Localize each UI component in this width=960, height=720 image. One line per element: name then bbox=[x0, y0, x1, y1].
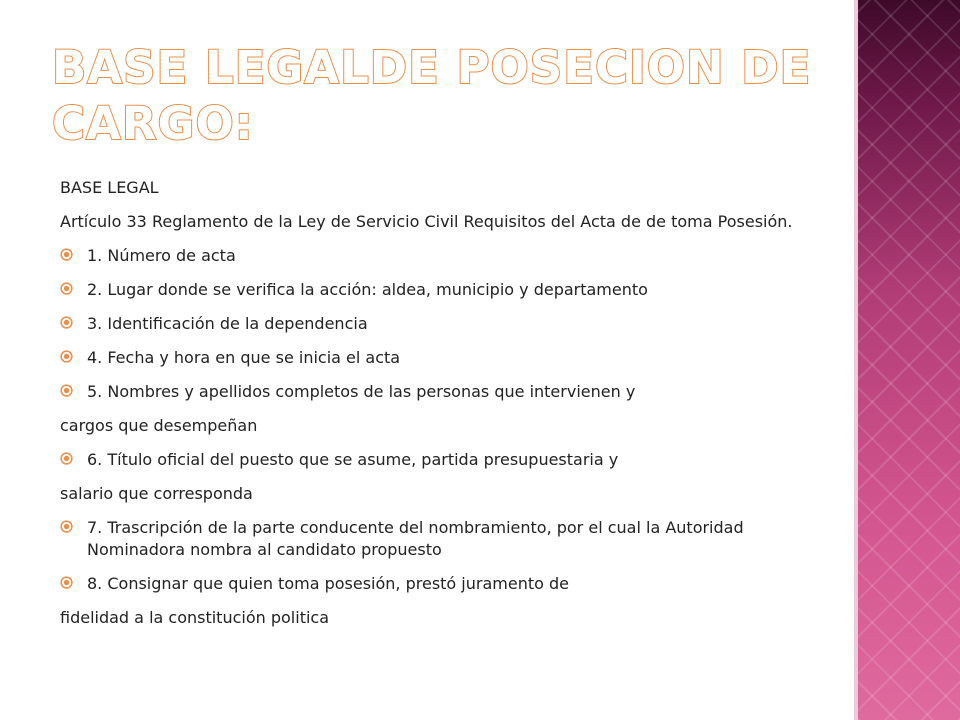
requirement-item bbox=[60, 381, 820, 403]
decorative-side-panel bbox=[854, 0, 960, 720]
requirement-text: 4. Fecha y hora en que se inicia el acta bbox=[87, 348, 401, 367]
requirement-item bbox=[60, 573, 820, 595]
requirement-item bbox=[60, 245, 820, 267]
requirement-text: 1. Número de acta bbox=[87, 246, 236, 265]
requirement-item bbox=[60, 449, 820, 471]
requirement-continuation: salario que corresponda bbox=[60, 484, 253, 503]
requirement-text: 7. Trascripción de la parte conducente del nombramiento, por el cual la Autoridad Nominadora nombra al candidato propuesto bbox=[87, 518, 744, 559]
circled-dot-icon bbox=[60, 316, 73, 329]
slide-title: BASE LEGALDE POSECION DE CARGO: bbox=[52, 41, 812, 150]
requirements-list bbox=[60, 245, 820, 629]
requirement-text: 2. Lugar donde se verifica la acción: aldea, municipio y departamento bbox=[87, 280, 648, 299]
requirement-item bbox=[60, 347, 820, 369]
requirement-text: 8. Consignar que quien toma posesión, prestó juramento de bbox=[87, 574, 569, 593]
circled-dot-icon bbox=[60, 576, 73, 589]
slide-body bbox=[60, 177, 820, 641]
requirement-item bbox=[60, 279, 820, 301]
circled-dot-icon bbox=[60, 384, 73, 397]
intro-paragraph: Artículo 33 Reglamento de la Ley de Servicio Civil Requisitos del Acta de de toma Posesión. bbox=[60, 212, 793, 231]
requirement-continuation: fidelidad a la constitución politica bbox=[60, 608, 330, 627]
circled-dot-icon bbox=[60, 452, 73, 465]
requirement-continuation: cargos que desempeñan bbox=[60, 416, 258, 435]
circled-dot-icon bbox=[60, 520, 73, 533]
circled-dot-icon bbox=[60, 282, 73, 295]
requirement-text: 3. Identificación de la dependencia bbox=[87, 314, 368, 333]
section-heading: BASE LEGAL bbox=[60, 178, 159, 197]
circled-dot-icon bbox=[60, 350, 73, 363]
circled-dot-icon bbox=[60, 248, 73, 261]
requirement-text: 5. Nombres y apellidos completos de las personas que intervienen y bbox=[87, 382, 636, 401]
requirement-item bbox=[60, 313, 820, 335]
requirement-text: 6. Título oficial del puesto que se asume, partida presupuestaria y bbox=[87, 450, 619, 469]
requirement-item bbox=[60, 517, 820, 561]
